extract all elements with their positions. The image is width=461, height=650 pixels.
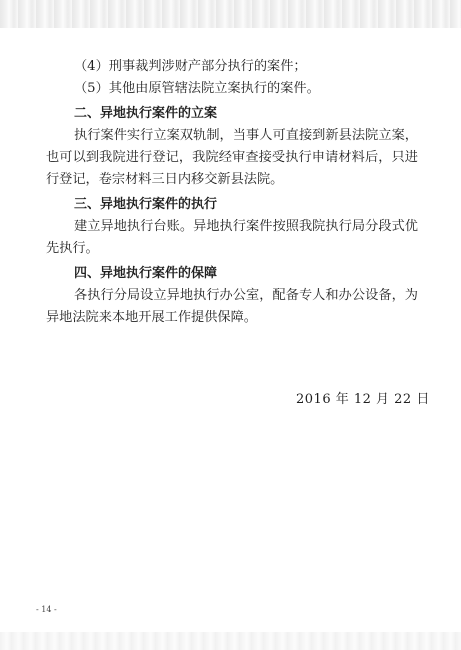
paragraph-line: 行登记，卷宗材料三日内移交新县法院。 (46, 172, 284, 187)
paragraph-line: 也可以到我院进行登记，我院经审查接受执行申请材料后，只进 (46, 150, 418, 165)
paragraph-line: 先执行。 (46, 241, 99, 256)
section-heading: 三、异地执行案件的执行 (74, 197, 218, 212)
section-heading: 四、异地执行案件的保障 (74, 266, 218, 281)
scan-artifact-top (0, 0, 461, 28)
page-number: - 14 - (36, 605, 57, 614)
document-date: 2016 年 12 月 22 日 (296, 392, 430, 407)
paragraph-line: 异地法院来本地开展工作提供保障。 (46, 310, 257, 325)
paragraph-line: 建立异地执行台账。异地执行案件按照我院执行局分段式优 (74, 219, 418, 234)
paragraph-line: 各执行分局设立异地执行办公室，配备专人和办公设备，为 (74, 288, 418, 303)
section-heading: 二、异地执行案件的立案 (74, 106, 218, 121)
paragraph-line: 执行案件实行立案双轨制，当事人可直接到新县法院立案， (74, 128, 418, 143)
list-item: （5）其他由原管辖法院立案执行的案件。 (74, 81, 320, 96)
list-item: （4）刑事裁判涉财产部分执行的案件； (74, 59, 307, 74)
document-body (46, 56, 418, 329)
scan-artifact-bottom (0, 632, 461, 650)
